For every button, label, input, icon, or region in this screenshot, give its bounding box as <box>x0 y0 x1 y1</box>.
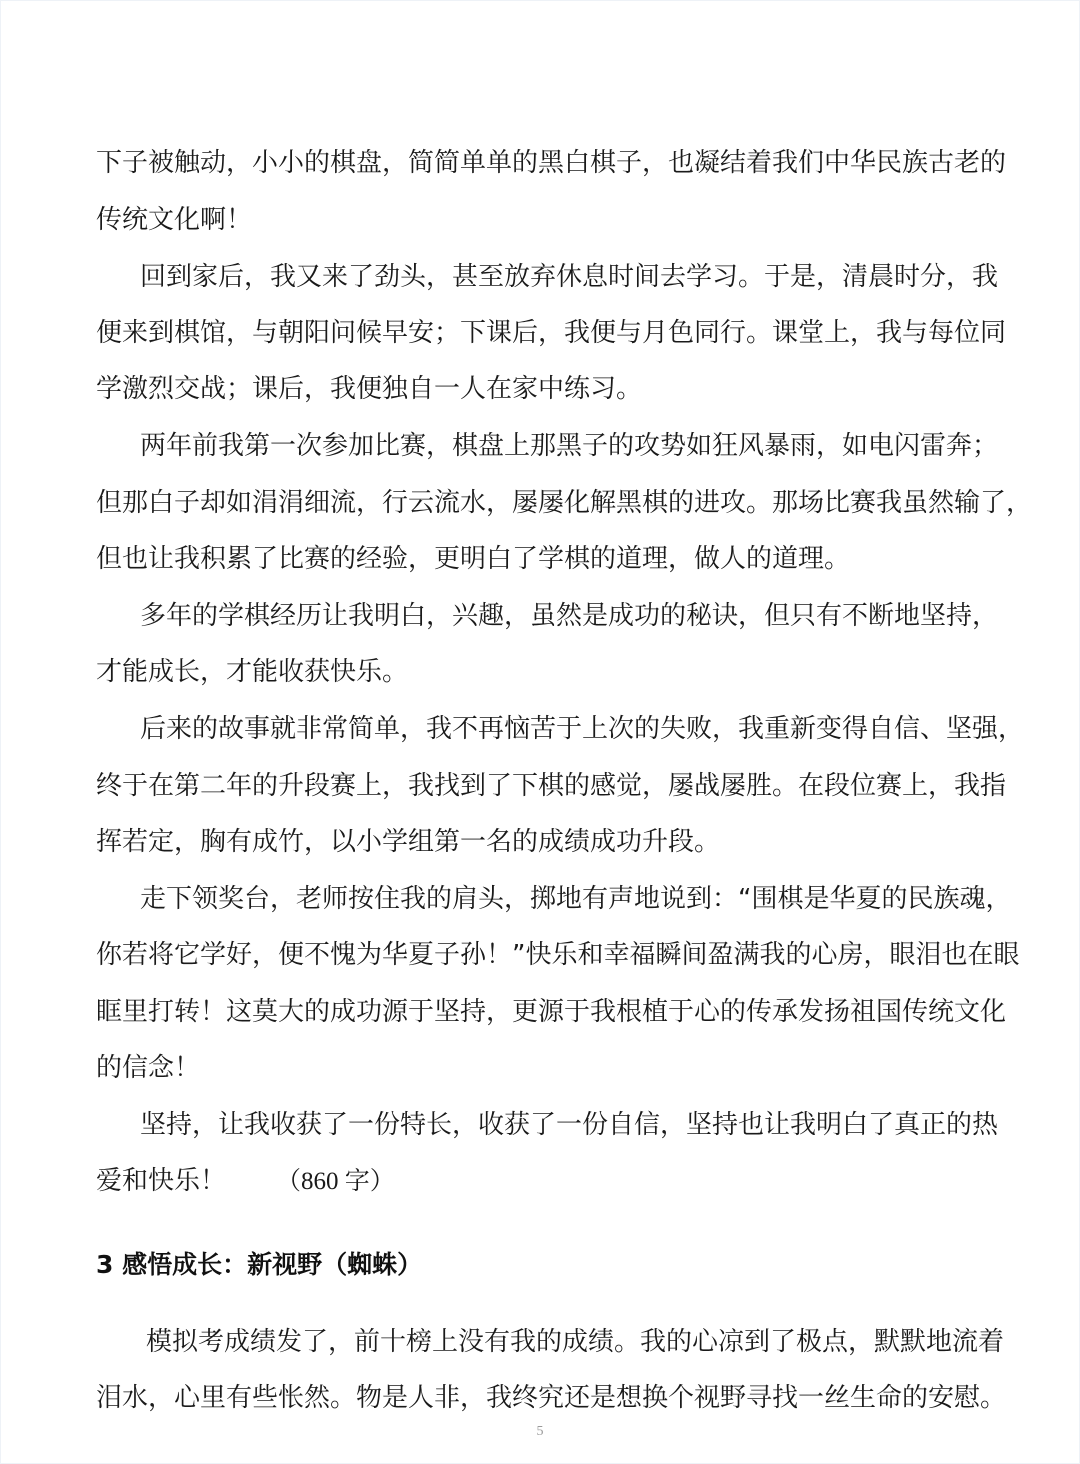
text-line-end: 爱和快乐！ <box>96 1166 227 1196</box>
text-line: 泪水，心里有些怅然。物是人非，我终究还是想换个视野寻找一丝生命的安慰。 <box>96 1383 1007 1413</box>
word-count: （860 字） <box>276 1168 395 1195</box>
text-line: 你若将它学好，便不愧为华夏子孙！”快乐和幸福瞬间盈满我的心房，眼泪也在眼 <box>96 940 1020 970</box>
text-line: 但那白子却如涓涓细流，行云流水，屡屡化解黑棋的进攻。那场比赛我虽然输了， <box>96 488 1033 518</box>
section-heading: 3 感悟成长：新视野（蜘蛛） <box>96 1250 423 1279</box>
text-line: 学激烈交战；课后，我便独自一人在家中练习。 <box>96 374 643 404</box>
text-line: 但也让我积累了比赛的经验，更明白了学棋的道理，做人的道理。 <box>96 544 851 574</box>
text-line <box>96 1161 395 1201</box>
text-line: 便来到棋馆，与朝阳问候早安；下课后，我便与月色同行。课堂上，我与每位同 <box>96 318 1007 348</box>
text-line: 走下领奖台，老师按住我的肩头，掷地有声地说到：“围棋是华夏的民族魂， <box>140 884 1012 914</box>
text-line: 后来的故事就非常简单，我不再恼苦于上次的失败，我重新变得自信、坚强， <box>140 714 1025 744</box>
text-line: 才能成长，才能收获快乐。 <box>96 657 409 687</box>
text-line: 的信念！ <box>96 1053 201 1083</box>
text-line: 终于在第二年的升段赛上，我找到了下棋的感觉，屡战屡胜。在段位赛上，我指 <box>96 771 1007 801</box>
text-line: 挥若定，胸有成竹，以小学组第一名的成绩成功升段。 <box>96 827 721 857</box>
text-line: 坚持，让我收获了一份特长，收获了一份自信，坚持也让我明白了真正的热 <box>140 1110 999 1140</box>
text-line: 回到家后，我又来了劲头，甚至放弃休息时间去学习。于是，清晨时分，我 <box>140 262 999 292</box>
text-line: 多年的学棋经历让我明白，兴趣，虽然是成功的秘诀，但只有不断地坚持， <box>140 601 999 631</box>
text-line: 下子被触动，小小的棋盘，简简单单的黑白棋子，也凝结着我们中华民族古老的 <box>96 148 1007 178</box>
text-line: 模拟考成绩发了，前十榜上没有我的成绩。我的心凉到了极点，默默地流着 <box>146 1327 1005 1357</box>
text-line: 传统文化啊！ <box>96 205 253 235</box>
text-line: 眶里打转！这莫大的成功源于坚持，更源于我根植于心的传承发扬祖国传统文化 <box>96 997 1007 1027</box>
text-line: 两年前我第一次参加比赛，棋盘上那黑子的攻势如狂风暴雨，如电闪雷奔； <box>140 431 999 461</box>
page-number: 5 <box>536 1424 544 1439</box>
